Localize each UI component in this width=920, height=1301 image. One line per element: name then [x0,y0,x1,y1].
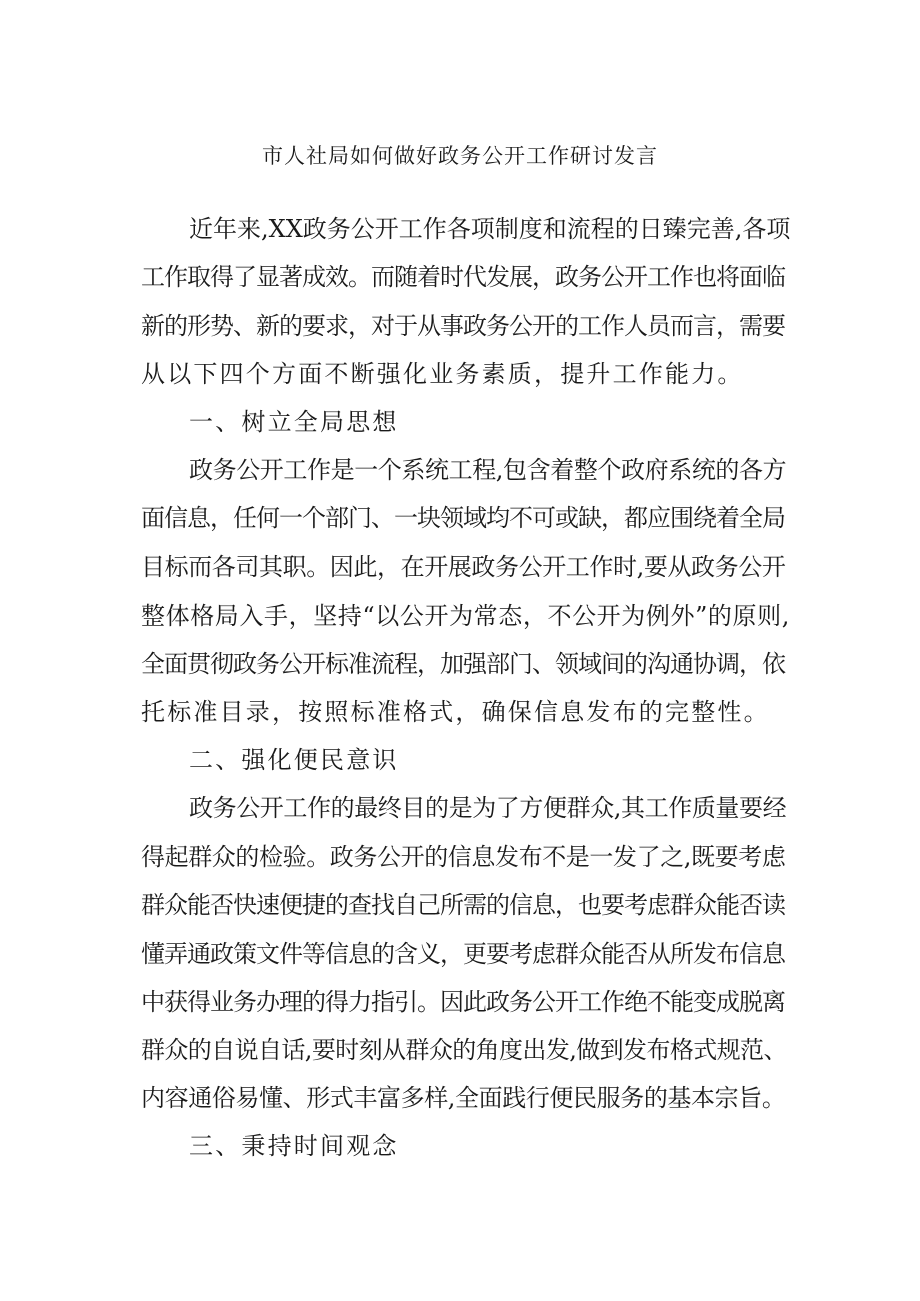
body-line: 近年来,XX政务公开工作各项制度和流程的日臻完善,各项 [189,215,791,243]
body-line: 新的形势、新的要求，对于从事政务公开的工作人员而言，需要 [141,312,785,340]
section-heading: 二、强化便民意识 [189,746,399,774]
body-line: 从以下四个方面不断强化业务素质，提升工作能力。 [141,360,744,388]
document-title: 市人社局如何做好政务公开工作研讨发言 [262,144,658,168]
body-line: 懂弄通政策文件等信息的含义，更要考虑群众能否从所发布信息 [141,940,785,968]
body-line: 面信息，任何一个部门、一块领域均不可或缺，都应围绕着全局 [141,504,785,532]
body-line: 得起群众的检验。政务公开的信息发布不是一发了之,既要考虑 [141,843,786,871]
body-line: 内容通俗易懂、形式丰富多样,全面践行便民服务的基本宗旨。 [141,1084,786,1112]
section-heading: 一、树立全局思想 [189,408,399,436]
body-line: 工作取得了显著成效。而随着时代发展，政务公开工作也将面临 [141,263,785,291]
body-line: 群众的自说自话,要时刻从群众的角度出发,做到发布格式规范、 [141,1036,787,1064]
body-line: 中获得业务办理的得力指引。因此政务公开工作绝不能变成脱离 [141,988,785,1016]
section-heading: 三、秉持时间观念 [189,1132,399,1160]
body-line: 群众能否快速便捷的查找自己所需的信息，也要考虑群众能否读 [141,891,785,919]
body-line: 托标准目录，按照标准格式，确保信息发布的完整性。 [141,698,770,726]
body-line: 政务公开工作的最终目的是为了方便群众,其工作质量要经 [189,794,787,822]
body-line: 政务公开工作是一个系统工程,包含着整个政府系统的各方 [189,456,787,484]
body-line: 整体格局入手，坚持“以公开为常态，不公开为例外”的原则, [141,602,790,630]
body-line: 全面贯彻政务公开标准流程，加强部门、领域间的沟通协调，依 [141,650,785,678]
body-line: 目标而各司其职。因此，在开展政务公开工作时,要从政务公开 [141,553,786,581]
